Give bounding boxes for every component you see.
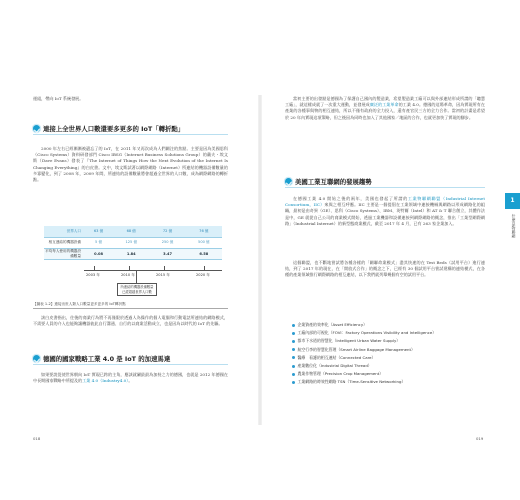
heading-rule xyxy=(33,134,228,135)
highlight-term: 工業 4.0（Industry4.0） xyxy=(82,378,129,384)
table-cell: 1.84 xyxy=(113,248,149,259)
right-page xyxy=(260,0,520,500)
page-number-right: 019 xyxy=(476,436,484,441)
list-item-text: 航空行李的智慧化管理（Smart Airline Baggage Management） xyxy=(297,346,415,352)
section-heading-industry-4 xyxy=(33,354,170,363)
table-cell: 250 億 xyxy=(149,237,185,248)
text-run: 在德國工業 4.0 開始之後的兩年，美國也發起了所謂的 xyxy=(293,196,408,201)
check-circle-icon xyxy=(33,125,40,132)
section-title: 德國的國家戰略工業 4.0 是 IoT 的加速馬達 xyxy=(43,355,171,363)
timeline-axis xyxy=(84,270,222,271)
section-heading-iot-turning-point xyxy=(33,124,184,133)
bullet-dot-icon xyxy=(292,365,295,368)
testbed-list xyxy=(292,321,482,387)
section-title: 美國工業互聯網的發展趨勢 xyxy=(295,178,372,186)
right-top-paragraph xyxy=(285,96,485,121)
timeline-year: 2020 年 xyxy=(196,273,210,277)
table-cell: 125 億 xyxy=(113,237,149,248)
list-item-text: 工業網路的時效性網路 TSN（Time-Sensitive Networking） xyxy=(297,379,406,385)
list-item-text: 產業數位化（Industrial Digital Thread） xyxy=(297,362,372,368)
list-item-text: 企業資產的效率化（Asset Efficiency） xyxy=(297,322,368,327)
list-item xyxy=(292,354,482,362)
list-item xyxy=(292,329,482,337)
turning-point-callout: 所連結的機器設備數量已經超越世界人口數 xyxy=(117,283,157,296)
list-item xyxy=(292,337,482,345)
text-run: 。 xyxy=(128,378,133,384)
list-item-text: 農業作物管理（Precision Crop Management） xyxy=(297,371,384,377)
section3-paragraph-2: 這個聯盟，也不斷地嘗試將各種各樣的「關聯命業模式」盡其快速的在 Test Beds（試用平台）進行連結，到了 2017 年的現在，在「開放式合作」的概念之下，已經有 30 個試用平台嘗試建構的連結模式，在各種的產業領域推行網際網路的相互連結，以下我們就列舉幾個有空的試用平台。 xyxy=(285,260,485,278)
check-circle-icon xyxy=(33,355,40,362)
list-item-text: 都市下水道的智慧化（Intelligent Urban Water Supply） xyxy=(297,338,401,344)
table-cell: 6.58 xyxy=(186,248,222,259)
section2-paragraph xyxy=(33,372,228,384)
section1-paragraph-2: 該白皮書指出，往後的商業行為將不再僅限於透過人為操作的個人電腦和行動電話所連結的網路模式，不需要人員的介入也能夠讓機器彼此自行溝通、自行的以商業活動成立，也是因為以時代的 IoT 的先驅。 xyxy=(33,315,228,327)
page-number-left: 018 xyxy=(33,436,41,441)
highlight-term: 工業物聯網聯盟（Industrial Internet Consortium，IIC） xyxy=(285,196,485,208)
bullet-dot-icon xyxy=(292,340,295,343)
text-run: 如果要說促使世界朝向 IoT 實現已跨的主角，應該就屬最最為加持之力的德國，也就是 2012 年德國在中長期國家戰略中所提及的 xyxy=(33,372,228,384)
timeline-tick xyxy=(204,266,205,271)
table-cell: 72 億 xyxy=(149,226,185,237)
section1-paragraph: 2000 年左右已經漸漸被遺忘了的 IoT，在 2011 年又再次成為人們關注的焦點。主要是因為美國思科（Cisco Systems）資料研發部門 Cisco IBSG（Internet Business Solutions Group）的戴夫・埃文斯（Dave Evans）發表了『The Internet of Things How the Next Evolution of the Internet Is Changing Everything』的白皮書。文中，埃文斯試著以網際網路（Internet）所連結的機器設備數量的多寡變化，到了 2008 年，2009 年間，所連結的設備數量將會超過全世界的人口數，成為網際網路的轉折點。 xyxy=(33,146,228,183)
figure-caption: 【圖表 1-2】連接出世人類人口數量更多更多的 IoT轉折點 xyxy=(33,302,126,306)
check-circle-icon xyxy=(285,178,292,185)
timeline-year: 2015 年 xyxy=(156,273,170,277)
section-title: 連接上全世界人口數還要多更多的 IoT「轉折點」 xyxy=(43,125,185,133)
text-run: 當初主要的出發點是德國為了保護自己國內的製造業，希望製造業工廠可以與外部連結形成所謂的「聰慧工廠」，就這樣成就了一次重大運動，並發展成 xyxy=(285,96,485,108)
bullet-dot-icon xyxy=(292,332,295,335)
table-row xyxy=(44,226,222,237)
table-cell: 3.47 xyxy=(149,248,185,259)
timeline-year: 2010 年 xyxy=(121,273,135,277)
table-cell: 76 億 xyxy=(186,226,222,237)
bullet-dot-icon xyxy=(292,324,295,327)
list-item xyxy=(292,370,482,378)
intro-paragraph: 運組，帶向 IoT 系統發展。 xyxy=(33,96,84,101)
chapter-title-vertical: 什麼是物聯網 xyxy=(512,214,517,238)
table-cell: 63 億 xyxy=(84,226,113,237)
table-cell: 5 億 xyxy=(84,237,113,248)
text-run: 來與之相互呼應。IIC 主要是一個提倡在工業領域中連接機械與網路以形成網路化的組織，最初是由奇異（GE）、思科（Cisco Systems）、IBM、英特爾（Intel）和 AT & T 聯合創立，其體作法是中，GE 就從自己公司的商業模式開始，透過工業機器和設備連接到網際網路的概念，推出「工業型網際網路」（Industrial Internet）的新型態商業模式，截至 2017 年 4 月，已有 263 家企業加入。 xyxy=(285,202,485,226)
callout-connector xyxy=(136,271,137,283)
highlight-term: 廣泛的工業革命 xyxy=(369,102,399,108)
list-item xyxy=(292,362,482,370)
heading-rule xyxy=(285,187,485,188)
table-cell: 68 億 xyxy=(113,226,149,237)
bullet-dot-icon xyxy=(292,373,295,376)
section3-paragraph xyxy=(285,196,485,227)
table-cell: 相互連結的機器設備 xyxy=(44,237,84,248)
timeline-year: 2003 年 xyxy=(86,273,100,277)
text-run: 的工業 4.0。德國的這場革命，因為實現所有在產業的各種事與物的相互連結，所以不僅有政府的全力投入，還有產官民三方的全力合作。當初的計畫是希望於 20 年內實現這項策略，但之後因為同時也加入了其他國家／地區的合作，也就更加快了實現的腳步。 xyxy=(285,102,486,120)
list-item xyxy=(292,346,482,354)
chapter-tab: 1 xyxy=(505,193,520,209)
table-cell: 世界人口 xyxy=(44,226,84,237)
list-item-text: 工廠內部的可視化（FOVI：Factory Operations Visibility and Intelligence） xyxy=(297,330,437,336)
table-cell: 0.08 xyxy=(84,248,113,259)
bullet-dot-icon xyxy=(292,356,295,359)
table-row xyxy=(44,248,222,259)
table-cell: 500 億 xyxy=(186,237,222,248)
heading-rule xyxy=(33,364,228,365)
list-item-text: 醫療 看護的相互連結（Connected Care） xyxy=(297,354,376,360)
list-item xyxy=(292,321,482,329)
timeline-tick xyxy=(94,266,95,271)
iot-statistics-table xyxy=(44,226,222,260)
bullet-dot-icon xyxy=(292,381,295,384)
list-item xyxy=(292,378,482,386)
timeline-tick xyxy=(129,266,130,271)
table-cell: 平均每人使用的機器設備數量 xyxy=(44,248,84,259)
table-row xyxy=(44,237,222,248)
section-heading-us-industrial-internet xyxy=(285,177,372,186)
bullet-dot-icon xyxy=(292,348,295,351)
caption-rule xyxy=(33,308,228,309)
timeline-tick xyxy=(164,266,165,271)
